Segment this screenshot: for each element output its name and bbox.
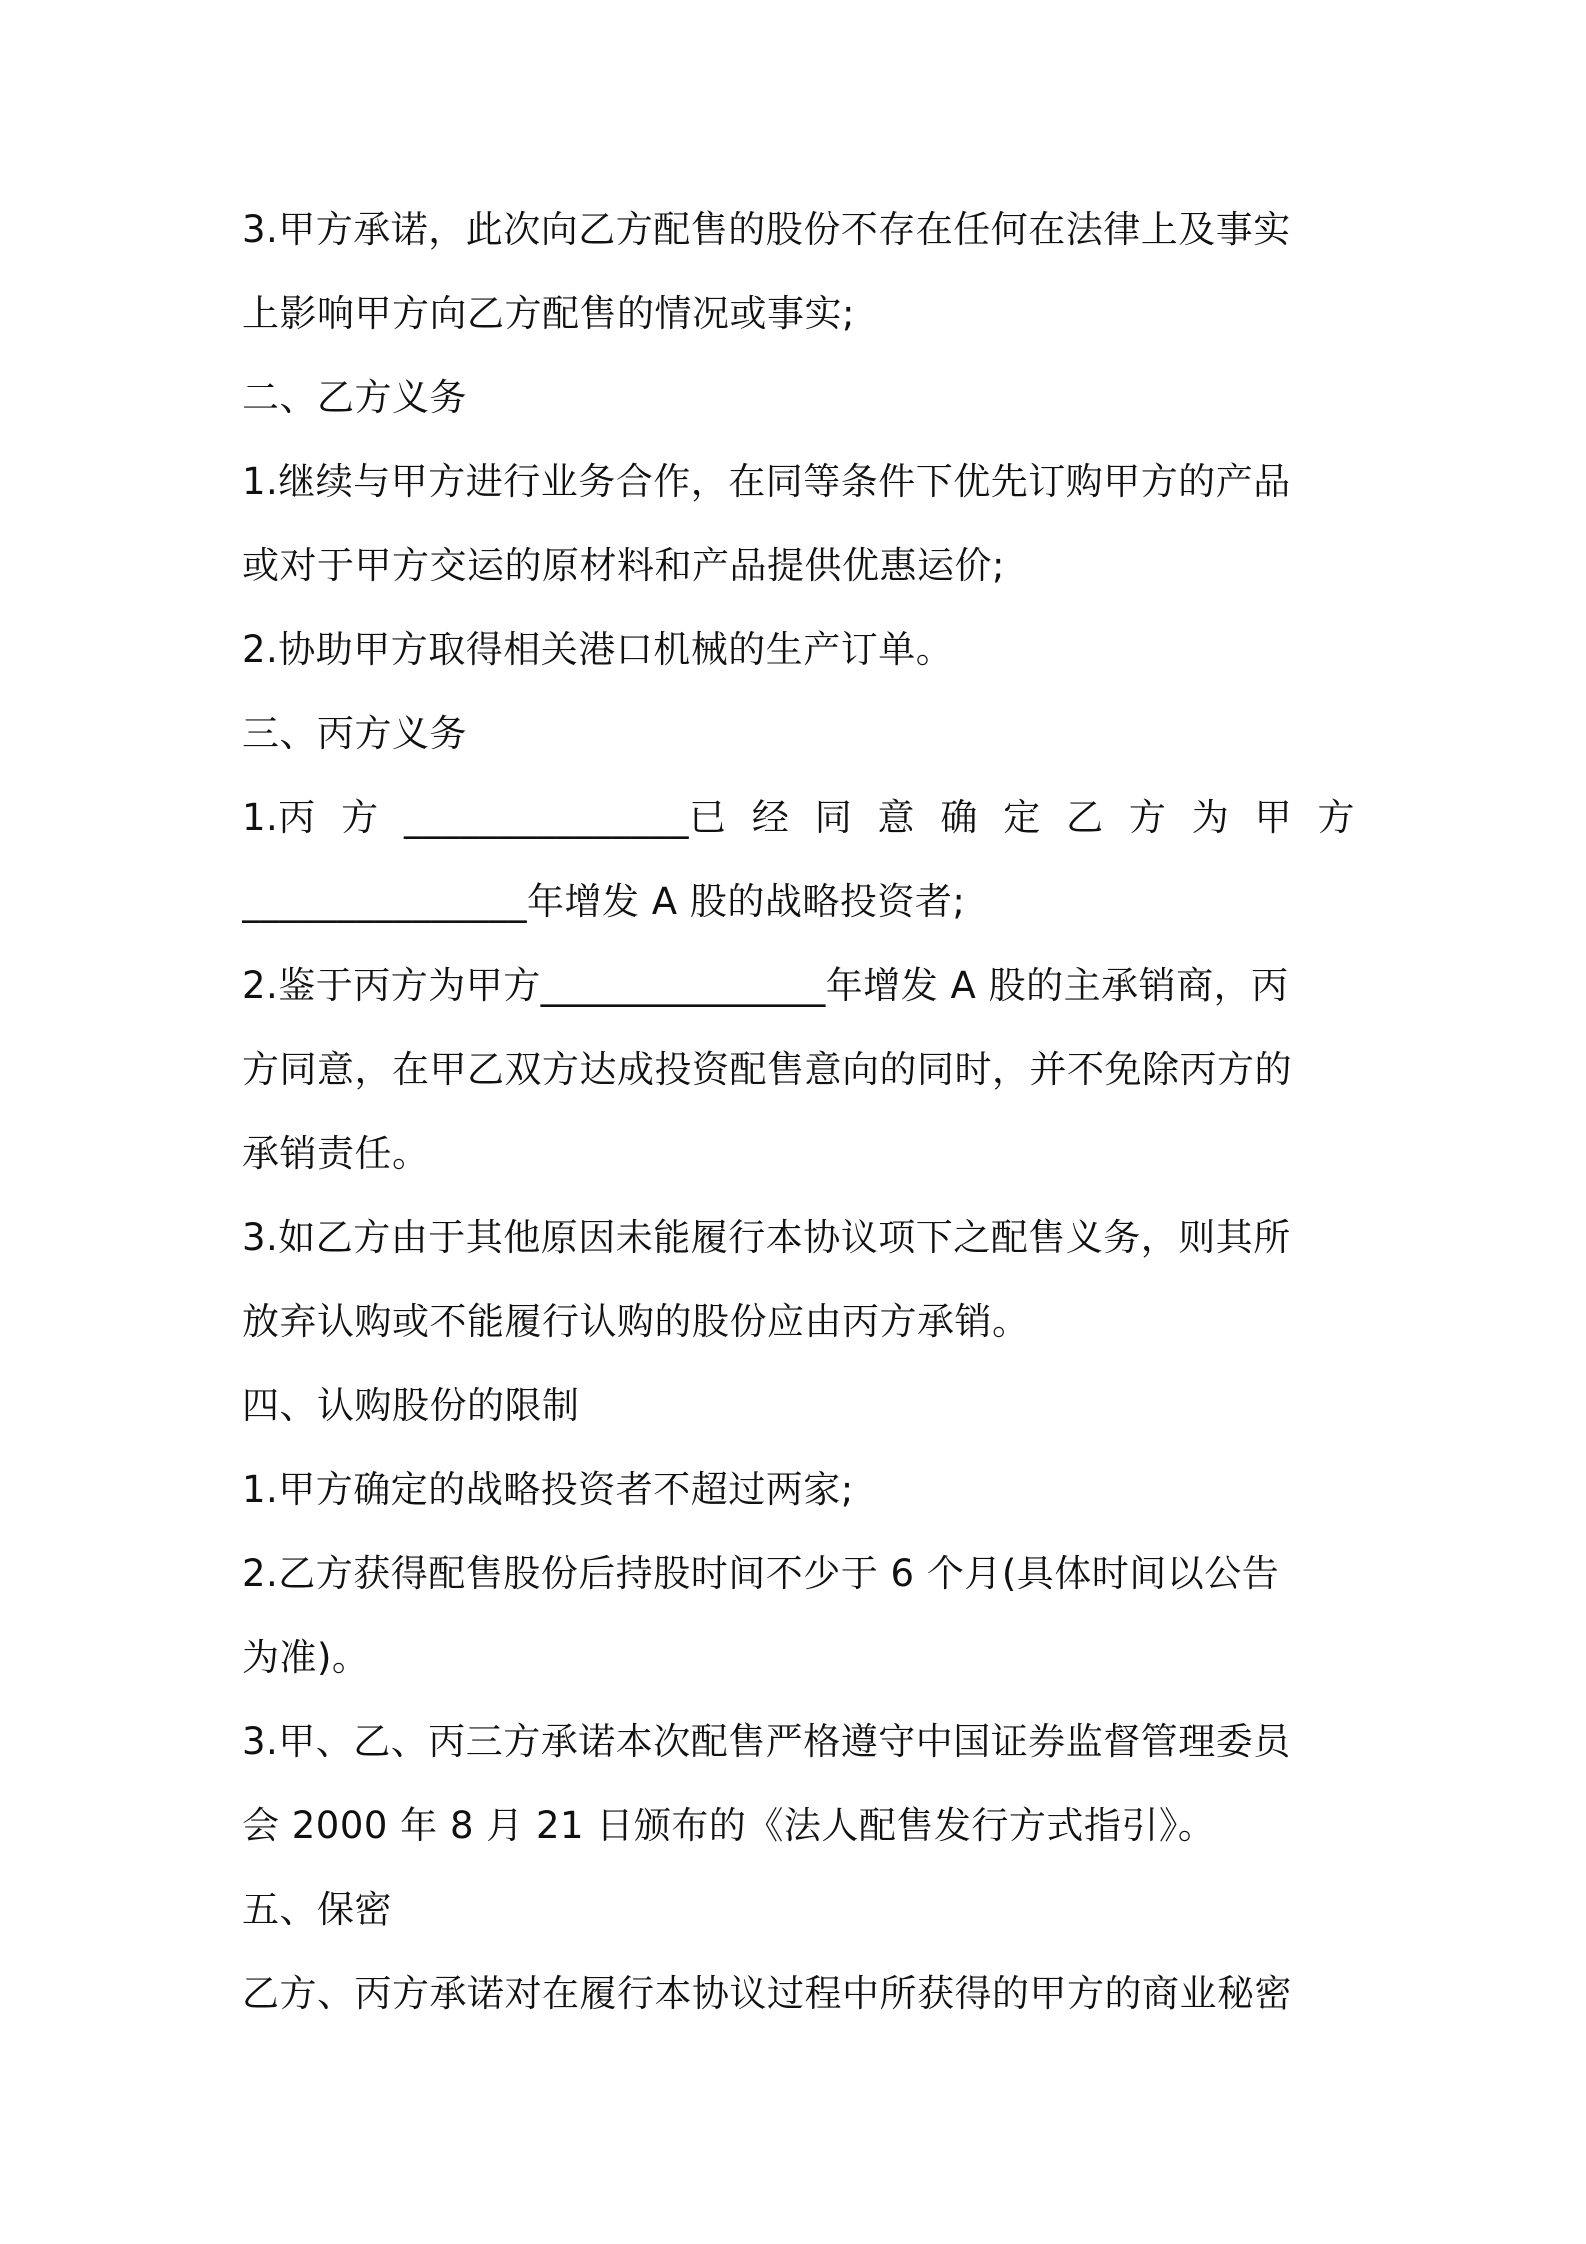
text-segment: 乙: [1066, 796, 1104, 839]
paragraph-line: 3.如乙方由于其他原因未能履行本协议项下之配售义务，则其所: [242, 1216, 1291, 1259]
paragraph-line: 1.甲方确定的战略投资者不超过两家;: [242, 1468, 854, 1511]
text-segment: 方: [1128, 796, 1167, 839]
text-segment: 确: [940, 796, 978, 839]
paragraph-line: 会 2000 年 8 月 21 日颁布的《法人配售发行方式指引》。: [242, 1804, 1216, 1847]
section-heading: 三、丙方义务: [242, 712, 467, 755]
text-segment: _______________已: [404, 796, 727, 839]
paragraph-line: 为准)。: [242, 1636, 370, 1679]
paragraph-line: 2.乙方获得配售股份后持股时间不少于 6 个月(具体时间以公告: [242, 1552, 1280, 1595]
paragraph-line: 方同意，在甲乙双方达成投资配售意向的同时，并不免除丙方的: [242, 1048, 1292, 1091]
section-heading: 四、认购股份的限制: [242, 1384, 580, 1427]
paragraph-line: 2.鉴于丙方为甲方_______________年增发 A 股的主承销商，丙: [242, 964, 1289, 1007]
justified-paragraph-line: [242, 776, 1355, 860]
text-segment: 意: [877, 796, 916, 839]
paragraph-line: 承销责任。: [242, 1132, 430, 1175]
paragraph-line: 放弃认购或不能履行认购的股份应由丙方承销。: [242, 1300, 1030, 1343]
paragraph-line: 或对于甲方交运的原材料和产品提供优惠运价;: [242, 544, 1005, 587]
text-segment: 同: [814, 796, 853, 839]
text-segment: 甲: [1254, 796, 1293, 839]
paragraph-line: 3.甲、乙、丙三方承诺本次配售严格遵守中国证券监督管理委员: [242, 1720, 1291, 1763]
section-heading: 二、乙方义务: [242, 376, 467, 419]
paragraph-line: 乙方、丙方承诺对在履行本协议过程中所获得的甲方的商业秘密: [242, 1972, 1292, 2015]
paragraph-line: _______________年增发 A 股的战略投资者;: [242, 880, 966, 923]
paragraph-line: 3.甲方承诺，此次向乙方配售的股份不存在任何在法律上及事实: [242, 208, 1291, 251]
paragraph-line: 1.继续与甲方进行业务合作，在同等条件下优先订购甲方的产品: [242, 460, 1291, 503]
text-segment: 经: [751, 796, 790, 839]
text-segment: 方: [1317, 796, 1355, 839]
text-segment: 1.丙: [242, 796, 316, 839]
document-body: [242, 188, 1355, 2036]
text-segment: 定: [1003, 796, 1041, 839]
text-segment: 为: [1191, 796, 1230, 839]
paragraph-line: 2.协助甲方取得相关港口机械的生产订单。: [242, 628, 954, 671]
paragraph-line: 上影响甲方向乙方配售的情况或事实;: [242, 292, 855, 335]
section-heading: 五、保密: [242, 1888, 392, 1931]
text-segment: 方: [341, 796, 379, 839]
